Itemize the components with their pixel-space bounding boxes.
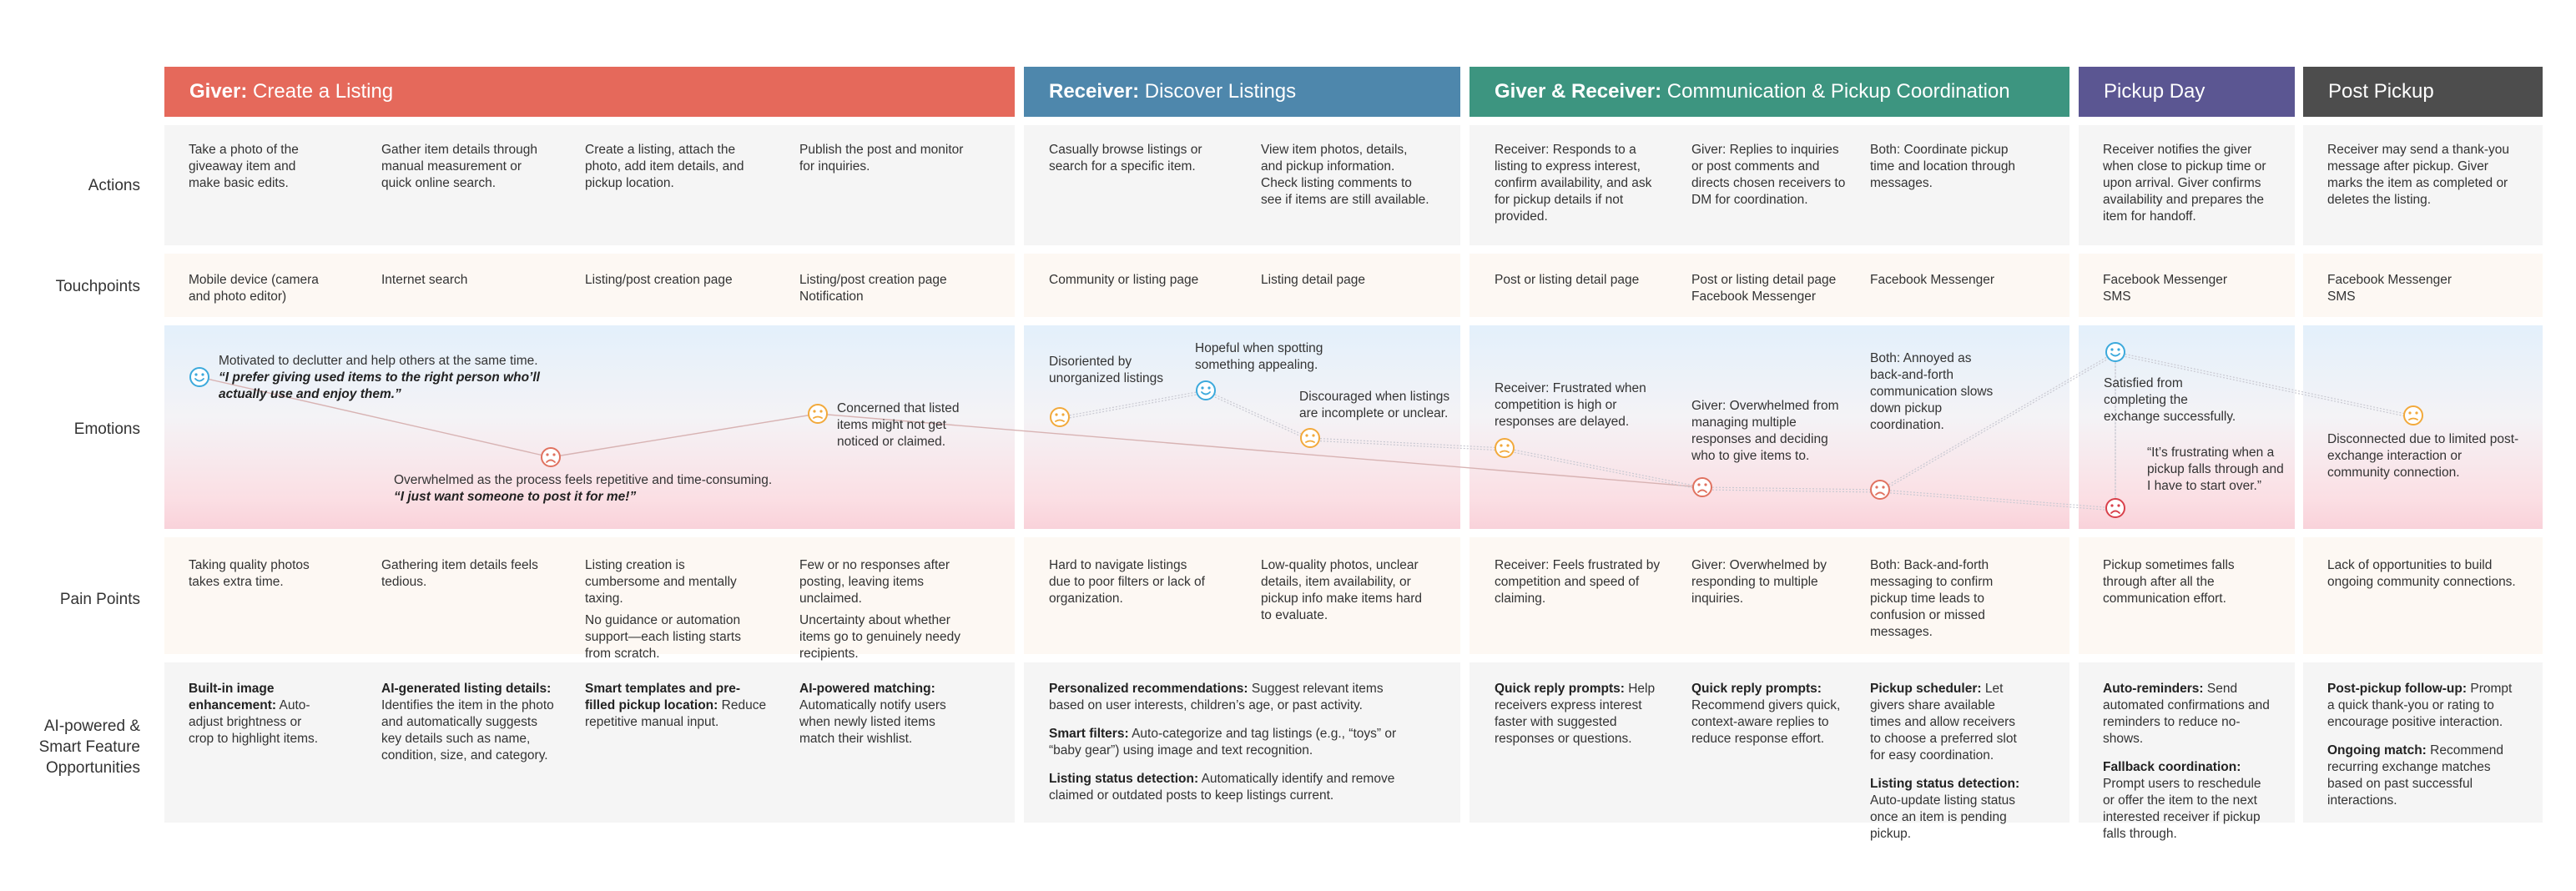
touchpoint-line: and photo editor) bbox=[189, 289, 287, 304]
action-cell: View item photos, details, and pickup information. Check listing comments to see if items are still available. bbox=[1261, 143, 1429, 207]
emotion-quote: “I just want someone to post it for me!” bbox=[394, 490, 637, 504]
action-cell: Receiver may send a thank-you message after pickup. Giver marks the item as completed or deletes the listing. bbox=[2327, 143, 2509, 207]
pain-point-text: Listing creation is cumbersome and mentally taxing. bbox=[585, 558, 737, 606]
touchpoint-line: Facebook Messenger bbox=[1691, 289, 1817, 304]
emotion-quote: “I prefer giving used items to the right person who’ll actually use and enjoy them.” bbox=[219, 370, 540, 401]
pain-point-text: Uncertainty about whether items go to genuinely needy recipients. bbox=[799, 613, 961, 661]
action-cell: Both: Coordinate pickup time and location through messages. bbox=[1870, 143, 2016, 190]
emotion-quote: “It’s frustrating when a pickup falls through and I have to start over.” bbox=[2147, 446, 2284, 493]
emotion-connector bbox=[1880, 490, 2115, 508]
ai-feature-title: Listing status detection: bbox=[1870, 777, 2020, 791]
ai-feature bbox=[1049, 681, 1412, 714]
emotion-label bbox=[394, 472, 786, 506]
pain-point-text: Lack of opportunities to build ongoing community connections. bbox=[2327, 558, 2516, 589]
action-cell: Receiver: Responds to a listing to express interest, confirm availability, and ask for pickup details if not provided. bbox=[1495, 143, 1652, 224]
ai-opportunity-cell bbox=[585, 681, 769, 731]
row-label-ai-line: Opportunities bbox=[45, 759, 140, 777]
ai-feature bbox=[2103, 759, 2274, 843]
happy-face-icon bbox=[190, 368, 209, 386]
emotion-connector bbox=[1505, 451, 1702, 490]
pain-point-cell bbox=[189, 557, 314, 596]
action-cell: Gather item details through manual measurement or quick online search. bbox=[381, 143, 537, 190]
ai-feature-title: Auto-reminders: bbox=[2103, 682, 2204, 696]
ai-feature-title: Post-pickup follow-up: bbox=[2327, 682, 2468, 696]
ai-feature-desc: Prompt users to reschedule or offer the item to the next interested receiver if pickup falls through. bbox=[2103, 760, 2265, 841]
pain-point-cell bbox=[1261, 557, 1432, 629]
ai-feature-desc: Automatically identify and remove claimed or outdated posts to keep listings current. bbox=[1049, 772, 1399, 803]
emotion-text: Overwhelmed as the process feels repetitive and time-consuming. bbox=[394, 473, 773, 487]
row-label-ai-line: Smart Feature bbox=[38, 738, 140, 756]
ai-feature-desc: Reduce repetitive manual input. bbox=[585, 698, 770, 729]
action-cell: Casually browse listings or search for a specific item. bbox=[1049, 143, 1202, 174]
emotion-label: Disoriented by unorganized listings bbox=[1049, 355, 1164, 385]
ai-feature-title: Smart filters: bbox=[1049, 727, 1129, 741]
emotion-connector bbox=[1060, 393, 1206, 420]
touchpoint-line: Facebook Messenger bbox=[2327, 273, 2452, 287]
ai-feature-desc: Send automated confirmations and reminders to reduce no-shows. bbox=[2103, 682, 2274, 746]
ai-feature-desc: Help receivers express interest faster with suggested responses or questions. bbox=[1495, 682, 1659, 746]
ai-feature bbox=[2327, 742, 2519, 809]
ai-feature-desc: Identifies the item in the photo and automatically suggests key details such as name, condition, size, and category. bbox=[381, 682, 558, 763]
touchpoint-line: Facebook Messenger bbox=[1870, 273, 1995, 287]
sad-face-icon bbox=[2106, 499, 2125, 517]
emotion-label: Concerned that listed items might not get noticed or claimed. bbox=[837, 401, 960, 449]
touchpoint-line: Community or listing page bbox=[1049, 273, 1199, 287]
ai-feature-desc: Automatically notify users when newly listed items match their wishlist. bbox=[799, 682, 950, 746]
row-label-touchpoints: Touchpoints bbox=[55, 278, 140, 295]
ai-opportunity-cell bbox=[381, 681, 557, 764]
pain-point-cell bbox=[381, 557, 544, 596]
pain-point-cell bbox=[2327, 557, 2519, 596]
ai-feature bbox=[1870, 681, 2029, 764]
ai-feature bbox=[799, 681, 962, 748]
pain-point-cell bbox=[1691, 557, 1850, 612]
action-cell: Publish the post and monitor for inquiries. bbox=[799, 143, 964, 174]
ai-feature-desc: Suggest relevant items based on user interests, children’s age, or past activity. bbox=[1049, 682, 1387, 712]
worried-face-icon bbox=[2404, 406, 2422, 425]
ai-feature bbox=[2327, 681, 2519, 731]
touchpoint-line: Listing/post creation page bbox=[585, 273, 733, 287]
ai-feature bbox=[1691, 681, 1850, 748]
touchpoint-line: Listing detail page bbox=[1261, 273, 1365, 287]
touchpoint-line: Post or listing detail page bbox=[1691, 273, 1837, 287]
emotion-connector bbox=[1206, 390, 1310, 438]
ai-feature bbox=[1495, 681, 1661, 748]
ai-feature-title: Built-in image enhancement: bbox=[189, 682, 277, 712]
emotion-label: Both: Annoyed as back-and-forth communication slows down pickup coordination. bbox=[1870, 351, 1994, 432]
sad-face-icon bbox=[542, 448, 560, 466]
worried-face-icon bbox=[1301, 429, 1319, 447]
pain-point-text: Both: Back-and-forth messaging to confirm pickup time leads to confusion or missed messages. bbox=[1870, 558, 1994, 639]
ai-feature-title: Listing status detection: bbox=[1049, 772, 1199, 786]
pain-point-text: Giver: Overwhelmed by responding to multiple inquiries. bbox=[1691, 558, 1827, 606]
ai-feature-title: Personalized recommendations: bbox=[1049, 682, 1248, 696]
emotion-label: Hopeful when spotting something appealing. bbox=[1195, 341, 1323, 372]
ai-feature-title: Quick reply prompts: bbox=[1691, 682, 1822, 696]
pain-point-text: Taking quality photos takes extra time. bbox=[189, 558, 310, 589]
ai-feature bbox=[1870, 776, 2029, 843]
pain-point-cell bbox=[1049, 557, 1207, 612]
pain-point-cell bbox=[1495, 557, 1661, 612]
stage-header-text: Communication & Pickup Coordination bbox=[1661, 80, 2010, 103]
ai-opportunity-cell bbox=[1495, 681, 1661, 748]
stage-header-text: Discover Listings bbox=[1139, 80, 1297, 103]
emotion-connector bbox=[1505, 448, 1702, 487]
emotion-label: Disconnected due to limited post-exchange interaction or community connection. bbox=[2327, 432, 2519, 480]
touchpoint-line: Listing/post creation page bbox=[799, 273, 947, 287]
stage-header-bold: Giver & Receiver: bbox=[1495, 80, 1662, 103]
touchpoint-line: Internet search bbox=[381, 273, 468, 287]
ai-feature-desc: Auto-update listing status once an item is pending pickup. bbox=[1870, 777, 2023, 841]
ai-opportunity-cell bbox=[799, 681, 962, 748]
happy-face-icon bbox=[2106, 343, 2125, 361]
emotion-connector bbox=[1310, 440, 1505, 451]
pain-point-text: No guidance or automation support—each listing starts from scratch. bbox=[585, 613, 741, 661]
stage-header-bold: Giver: bbox=[189, 80, 248, 103]
emotion-connector bbox=[1702, 487, 1880, 490]
action-cell: Take a photo of the giveaway item and make basic edits. bbox=[189, 143, 299, 190]
stage-header-bold: Receiver: bbox=[1049, 80, 1140, 103]
emotion-label: Satisfied from completing the exchange successfully. bbox=[2104, 376, 2236, 424]
ai-feature-title: Quick reply prompts: bbox=[1495, 682, 1625, 696]
ai-feature-title: Fallback coordination: bbox=[2103, 760, 2241, 774]
touchpoint-line: Mobile device (camera bbox=[189, 273, 319, 287]
emotion-connector bbox=[1310, 438, 1505, 448]
worried-face-icon bbox=[1495, 439, 1514, 457]
touchpoint-line: SMS bbox=[2327, 289, 2356, 304]
row-label-ai-line: AI-powered & bbox=[43, 717, 140, 735]
ai-feature-title: AI-generated listing details: bbox=[381, 682, 552, 696]
stage-header-text: Pickup Day bbox=[2104, 80, 2205, 103]
ai-feature-title: AI-powered matching: bbox=[799, 682, 935, 696]
ai-feature-desc: Prompt a quick thank-you or rating to encourage positive interaction. bbox=[2327, 682, 2516, 729]
ai-opportunity-cell bbox=[1049, 681, 1412, 804]
pain-point-text: Low-quality photos, unclear details, item availability, or pickup info make items hard to evaluate. bbox=[1261, 558, 1422, 622]
ai-feature bbox=[2103, 681, 2274, 748]
touchpoint-line: SMS bbox=[2103, 289, 2131, 304]
happy-face-icon bbox=[1197, 381, 1215, 400]
pain-point-text: Gathering item details feels tedious. bbox=[381, 558, 538, 589]
worried-face-icon bbox=[809, 405, 827, 423]
action-cell: Giver: Replies to inquiries or post comments and directs chosen receivers to DM for coordination. bbox=[1691, 143, 1846, 207]
ai-feature-desc: Auto-adjust brightness or crop to highlight items. bbox=[189, 698, 319, 746]
emotion-connector bbox=[1880, 492, 2115, 511]
ai-opportunity-cell bbox=[2103, 681, 2274, 843]
worried-face-icon bbox=[1051, 408, 1069, 426]
pain-point-cell bbox=[1870, 557, 2029, 646]
emotion-connector bbox=[1060, 390, 1206, 417]
ai-feature-desc: Let givers share available times and allow receivers to choose a preferred slot for easy coordination. bbox=[1870, 682, 2021, 763]
pain-point-cell bbox=[2103, 557, 2274, 612]
action-cell: Receiver notifies the giver when close to pickup time or upon arrival. Giver confirms availability and prepares the item for handoff. bbox=[2103, 143, 2266, 224]
ai-opportunity-cell bbox=[1691, 681, 1850, 748]
ai-feature-desc: Recommend givers quick, context-aware replies to reduce response effort. bbox=[1691, 682, 1844, 746]
pain-point-text: Receiver: Feels frustrated by competition and speed of claiming. bbox=[1495, 558, 1661, 606]
row-label-actions: Actions bbox=[88, 177, 140, 194]
pain-point-text: Hard to navigate listings due to poor filters or lack of organization. bbox=[1049, 558, 1205, 606]
row-label-emotions: Emotions bbox=[73, 420, 140, 438]
ai-feature bbox=[381, 681, 557, 764]
ai-feature bbox=[1049, 771, 1412, 804]
ai-feature bbox=[1049, 726, 1412, 759]
ai-feature-title: Ongoing match: bbox=[2327, 743, 2427, 758]
ai-feature-title: Smart templates and pre-filled pickup location: bbox=[585, 682, 741, 712]
touchpoint-line: Notification bbox=[799, 289, 864, 304]
pain-point-cell bbox=[799, 557, 970, 667]
emotion-connector bbox=[1702, 490, 1880, 492]
ai-feature bbox=[189, 681, 326, 748]
emotion-label: Receiver: Frustrated when competition is high or responses are delayed. bbox=[1495, 381, 1646, 429]
ai-opportunity-cell bbox=[2327, 681, 2519, 809]
row-label-pain-points: Pain Points bbox=[59, 591, 140, 608]
emotion-connector bbox=[1206, 393, 1310, 440]
pain-point-text: Few or no responses after posting, leaving items unclaimed. bbox=[799, 558, 950, 606]
touchpoint-line: Post or listing detail page bbox=[1495, 273, 1640, 287]
ai-opportunity-cell bbox=[1870, 681, 2029, 843]
sad-face-icon bbox=[1693, 478, 1711, 496]
pain-point-text: Pickup sometimes falls through after all the communication effort. bbox=[2103, 558, 2235, 606]
sad-face-icon bbox=[1871, 481, 1889, 499]
action-cell: Create a listing, attach the photo, add item details, and pickup location. bbox=[585, 143, 744, 190]
stage-header-text: Post Pickup bbox=[2328, 80, 2434, 103]
emotion-label: Giver: Overwhelmed from managing multiple responses and deciding who to give items to. bbox=[1691, 399, 1839, 463]
emotion-connector bbox=[551, 414, 818, 457]
ai-feature-title: Pickup scheduler: bbox=[1870, 682, 1982, 696]
stage-header-text: Create a Listing bbox=[247, 80, 394, 103]
ai-opportunity-cell bbox=[189, 681, 326, 748]
touchpoint-line: Facebook Messenger bbox=[2103, 273, 2228, 287]
emotion-label bbox=[219, 353, 569, 403]
ai-feature-desc: Recommend recurring exchange matches based on past successful interactions. bbox=[2327, 743, 2508, 808]
emotion-text: Motivated to declutter and help others at the same time. bbox=[219, 354, 538, 368]
pain-point-cell bbox=[585, 557, 756, 667]
ai-feature-desc: Auto-categorize and tag listings (e.g., “toys” or “baby gear”) using image and text recognition. bbox=[1049, 727, 1400, 758]
emotion-label: Discouraged when listings are incomplete or unclear. bbox=[1299, 390, 1450, 420]
ai-feature bbox=[585, 681, 769, 731]
